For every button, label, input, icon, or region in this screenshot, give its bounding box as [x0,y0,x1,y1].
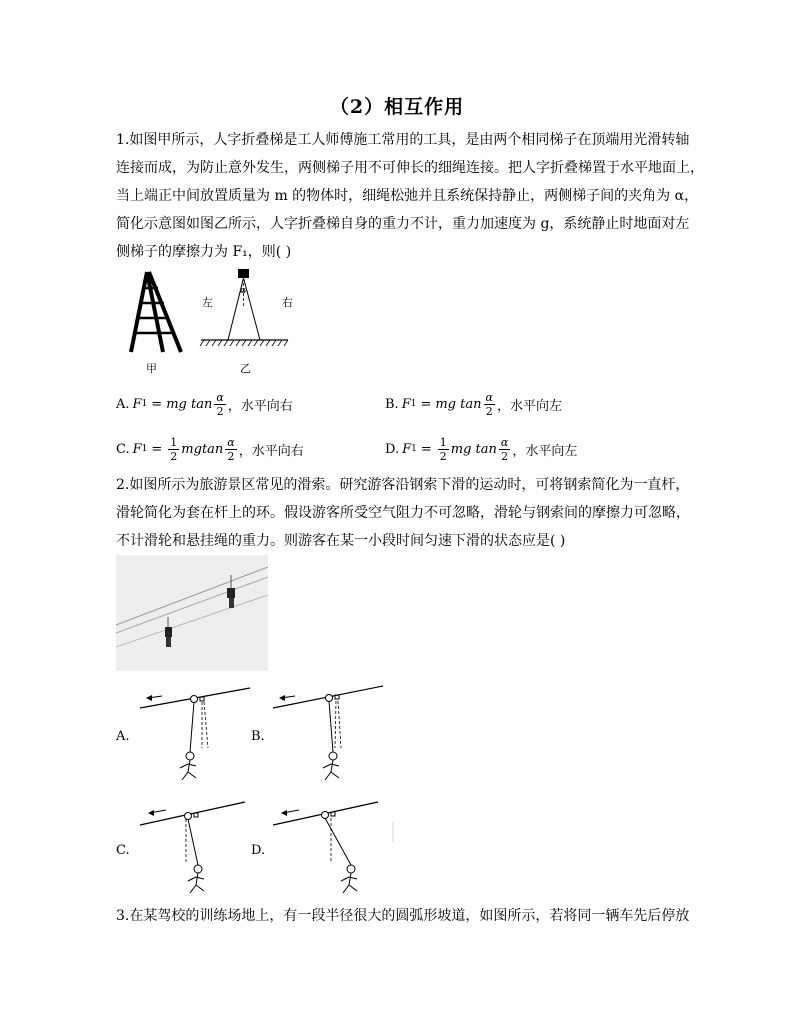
q1-line: 侧梯子的摩擦力为 F₁，则( ) [116,244,292,260]
q2-line: 滑轮简化为套在杆上的环。假设游客所受空气阻力不可忽略，滑轮与钢索间的摩擦力可忽略， [116,505,690,521]
expression: mgtan [181,441,224,457]
direction: ，水平向左 [496,398,562,414]
q2-option-b-label[interactable]: B. [251,729,265,744]
direction: ，水平向右 [238,443,304,459]
fraction: $\frac{\alpha}{2}$ [216,390,224,418]
q1-line: 1.如图甲所示，人字折叠梯是工人师傅施工常用的工具，是由两个相同梯子在顶端用光滑转轴 [116,132,690,148]
zipline-diagram-c [140,797,255,902]
expression: mg tan [450,441,497,457]
q2-option-d-label[interactable]: D. [251,843,266,858]
label-right: 右 [282,296,293,309]
force-symbol: F [402,441,412,457]
option-c[interactable]: C. F 1 = $\frac{1}{2}$ mgtan $\frac{\alpha}{2}$ ，水平向右 [116,435,304,463]
option-label: C. [116,441,130,457]
subscript: 1 [141,399,148,409]
option-label: D. [385,441,400,457]
fraction: $\frac{\alpha}{2}$ [227,435,235,463]
force-symbol: F [401,396,411,412]
question-1-text [116,126,704,266]
expression: mg tan [435,396,482,412]
ladder-figure-jia [125,270,185,355]
q1-line: 当上端正中间放置质量为 m 的物体时，细绳松弛并且系统保持静止，两侧梯子间的夹角为 α， [116,188,699,204]
subscript: 1 [141,444,148,454]
option-d[interactable]: D. F 1 = $\frac{1}{2}$ mg tan $\frac{\alpha}{2}$ ，水平向左 [385,435,578,463]
force-symbol: F [132,441,142,457]
q2-line: 不计滑轮和悬挂绳的重力。则游客在某一小段时间匀速下滑的状态应是( ) [116,533,566,549]
zipline-diagram-a [140,680,255,785]
fraction: $\frac{\alpha}{2}$ [500,435,509,463]
coefficient-fraction: $\frac{1}{2}$ [170,435,178,463]
option-label: B. [385,396,399,412]
question-3-text [116,902,690,930]
zipline-photo [116,555,268,671]
q1-line: 简化示意图如图乙所示，人字折叠梯自身的重力不计，重力加速度为 g，系统静止时地面对左 [116,216,690,232]
option-b[interactable]: B. F 1 = mg tan $\frac{\alpha}{2}$ ，水平向左 [385,390,562,418]
q2-line: 2.如图所示为旅游景区常见的滑索。研究游客沿钢索下滑的运动时，可将钢索简化为一直杆， [116,477,690,493]
label-left: 左 [202,296,213,309]
subscript: 1 [411,444,417,454]
schematic-figure-yi [198,268,293,353]
q2-option-a-label[interactable]: A. [116,729,130,744]
force-symbol: F [132,396,142,412]
q2-option-c-label[interactable]: C. [116,843,130,858]
question-2-text [116,471,690,555]
fraction: $\frac{\alpha}{2}$ [485,390,493,418]
label-jia: 甲 [146,362,157,375]
option-a[interactable]: A. F 1 = mg tan $\frac{\alpha}{2}$ ，水平向右 [116,390,293,418]
q3-line: 3.在某驾校的训练场地上，有一段半径很大的圆弧形坡道，如图所示，若将同一辆车先后停放 [116,908,690,924]
angle-alpha-label: α [240,286,247,296]
section-title: （2）相互作用 [329,96,465,118]
direction: ，水平向右 [227,398,293,414]
label-yi: 乙 [240,362,251,375]
zipline-diagram-b [273,680,388,785]
coefficient-fraction: $\frac{1}{2}$ [439,435,447,463]
direction: ，水平向左 [512,443,578,459]
expression: mg tan [166,396,213,412]
q1-line: 连接而成，为防止意外发生，两侧梯子用不可伸长的细绳连接。把人字折叠梯置于水平地面上， [116,160,704,176]
subscript: 1 [410,399,417,409]
zipline-diagram-d [273,797,398,902]
option-label: A. [116,396,130,412]
